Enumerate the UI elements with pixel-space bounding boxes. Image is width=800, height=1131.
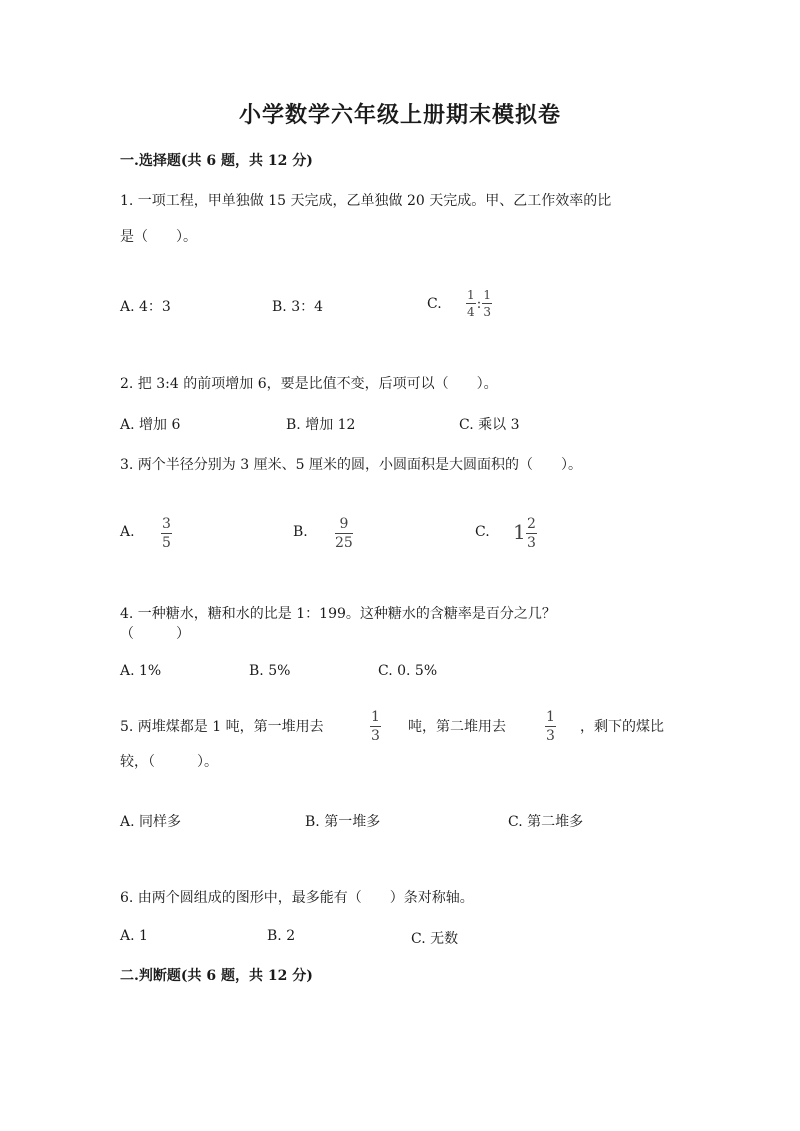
question-4-option-b: B. 5%: [249, 663, 291, 679]
question-2-option-a: A. 增加 6: [120, 417, 181, 433]
question-4-line1: 4. 一种糖水，糖和水的比是 1：199。这种糖水的含糖率是百分之几？: [120, 606, 556, 622]
fraction-numerator: 1: [546, 709, 555, 725]
question-6-option-b: B. 2: [267, 928, 296, 944]
fraction-denominator: 5: [162, 535, 171, 551]
question-4-line2: （ ）: [120, 626, 190, 642]
question-2-option-b: B. 增加 12: [286, 417, 356, 433]
question-3-option-c-label: C.: [475, 524, 490, 540]
fraction-denominator: 3: [371, 728, 380, 744]
question-1-line1: 1. 一项工程，甲单独做 15 天完成，乙单独做 20 天完成。甲、乙工作效率的比: [120, 193, 612, 209]
question-6-option-a: A. 1: [120, 928, 148, 944]
fraction-denominator: 3: [546, 728, 555, 744]
question-3-text: 3. 两个半径分别为 3 厘米、5 厘米的圆，小圆面积是大圆面积的（ ）。: [120, 457, 582, 473]
fraction-numerator: 1: [467, 288, 475, 302]
question-3-option-c-whole: 1: [513, 520, 526, 544]
question-3-option-b-label: B.: [293, 524, 308, 540]
question-1-option-a: A. 4：3: [120, 299, 171, 315]
question-3-option-b-fraction: [335, 517, 353, 550]
question-5-part2: 吨，第二堆用去: [408, 719, 506, 735]
fraction: [482, 289, 492, 318]
question-3-option-a-fraction: [161, 517, 172, 550]
question-3-option-c-fraction: [526, 517, 537, 550]
question-2-option-c: C. 乘以 3: [459, 417, 520, 433]
fraction-numerator: 9: [339, 516, 349, 532]
section-heading-judgment: 二.判断题(共 6 题，共 12 分): [120, 968, 313, 984]
question-5-option-c: C. 第二堆多: [508, 814, 584, 830]
section-heading-choice: 一.选择题(共 6 题，共 12 分): [120, 153, 313, 169]
question-6-option-c: C. 无数: [411, 931, 459, 947]
fraction-denominator: 3: [527, 535, 536, 551]
fraction-numerator: 1: [371, 709, 380, 725]
fraction-numerator: 1: [483, 288, 491, 302]
question-5-fraction-1: [370, 710, 381, 743]
page-title: 小学数学六年级上册期末模拟卷: [238, 102, 561, 128]
question-3-option-a-label: A.: [120, 524, 135, 540]
fraction-denominator: 25: [335, 535, 353, 551]
fraction-denominator: 4: [467, 305, 475, 319]
question-5-line2: 较，（ ）。: [120, 754, 218, 770]
question-1-line2: 是（ ）。: [120, 229, 197, 245]
ratio-colon: :: [476, 295, 482, 312]
question-1-option-c-ratio: [466, 289, 492, 318]
question-5-fraction-2: [545, 710, 556, 743]
question-5-part3: ，剩下的煤比: [580, 719, 664, 735]
question-1-option-b: B. 3：4: [272, 299, 324, 315]
question-1-option-c-label: C.: [427, 296, 442, 312]
fraction: [466, 289, 476, 318]
question-5-option-a: A. 同样多: [120, 814, 182, 830]
question-4-option-c: C. 0. 5%: [378, 663, 438, 679]
fraction-denominator: 3: [483, 305, 491, 319]
fraction-numerator: 3: [162, 516, 171, 532]
question-6-text: 6. 由两个圆组成的图形中，最多能有（ ）条对称轴。: [120, 890, 474, 906]
question-5-part1: 5. 两堆煤都是 1 吨，第一堆用去: [120, 719, 324, 735]
question-5-option-b: B. 第一堆多: [305, 814, 381, 830]
question-2-text: 2. 把 3:4 的前项增加 6，要是比值不变，后项可以（ ）。: [120, 376, 498, 392]
question-4-option-a: A. 1%: [120, 663, 162, 679]
fraction-numerator: 2: [527, 516, 536, 532]
